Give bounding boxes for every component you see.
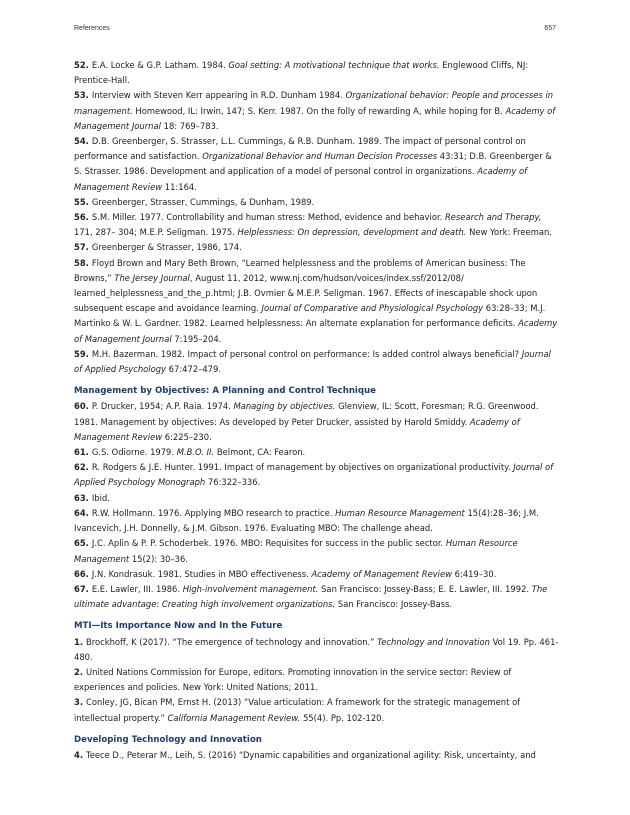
- reference-number: 1.: [74, 636, 84, 647]
- reference-entry: [74, 256, 560, 347]
- reference-text: R.W. Hollmann. 1976. Applying MBO research to practice.: [91, 507, 336, 518]
- reference-title-italic: M.B.O. II.: [176, 447, 215, 458]
- reference-text: 7:195–204.: [171, 333, 222, 344]
- reference-text: Englewood Cliffs, NJ: Prentice-Hall.: [74, 60, 529, 86]
- reference-text: J.C. Aplin & P. P. Schoderbek. 1976. MBO: Requisites for success in the public sector.: [91, 538, 446, 549]
- reference-entry: [74, 134, 560, 195]
- reference-text: E.E. Lawler, III. 1986.: [91, 583, 183, 594]
- reference-text: P. Drucker, 1954; A.P. Raia. 1974.: [91, 401, 234, 412]
- section-heading: MTI—Its Importance Now and In the Future: [74, 621, 283, 632]
- reference-entry: [74, 536, 560, 566]
- reference-title-italic: Organizational Behavior and Human Decision Processes: [202, 151, 438, 162]
- reference-entry: [74, 195, 560, 210]
- reference-number: 60.: [74, 401, 89, 412]
- reference-title-italic: Academy of Management Review: [74, 416, 520, 442]
- running-header: References: [74, 25, 110, 32]
- reference-text: 171, 287– 304; M.E.P. Seligman. 1975.: [74, 227, 238, 238]
- reference-text: Ibid.: [91, 492, 110, 503]
- reference-text: 43:31; D.B. Greenberger & S. Strasser. 1986. Development and application of a model of personal control in organizations.: [74, 151, 552, 177]
- reference-entry: [74, 347, 560, 377]
- reference-list: [74, 58, 560, 763]
- reference-number: 64.: [74, 507, 89, 518]
- reference-title-italic: Academy of Management Journal: [74, 105, 556, 131]
- reference-title-italic: Organizational behavior: People and processes in management.: [74, 90, 554, 116]
- reference-title-italic: The ultimate advantage: Creating high involvement organizations.: [74, 583, 548, 610]
- reference-entry: [74, 88, 560, 134]
- reference-text: Greenberger, Strasser, Cummings, & Dunham, 1989.: [91, 196, 315, 207]
- reference-title-italic: Journal of Applied Psychology Monograph: [74, 462, 554, 488]
- reference-entry: [74, 445, 560, 460]
- reference-text: M.H. Bazerman. 1982. Impact of personal control on performance: Is added control always beneficial?: [91, 348, 522, 359]
- reference-title-italic: Academy of Management Journal: [74, 318, 558, 344]
- reference-entry: [74, 695, 560, 725]
- reference-number: 56.: [74, 212, 89, 223]
- reference-title-italic: The Jersey Journal: [114, 272, 190, 283]
- reference-text: New York: Freeman.: [466, 227, 552, 238]
- reference-title-italic: Human Resource Management: [335, 507, 465, 518]
- reference-entry: [74, 665, 560, 695]
- reference-text: Interview with Steven Kerr appearing in R.D. Dunham 1984.: [91, 90, 346, 101]
- reference-text: 6:419–30.: [452, 568, 497, 579]
- reference-text: G.S. Odiorne. 1979.: [91, 447, 177, 458]
- reference-number: 2.: [74, 666, 84, 677]
- reference-title-italic: Helplessness: On depression, development and death.: [237, 227, 467, 238]
- reference-text: 15(4):28–36; J.M. Ivancevich, J.H. Donnelly, & J.M. Gibson. 1976. Evaluating MBO: The challenge ahead.: [74, 507, 539, 534]
- reference-entry: [74, 582, 560, 612]
- reference-entry: [74, 635, 560, 665]
- reference-number: 59.: [74, 348, 89, 359]
- reference-number: 55.: [74, 196, 89, 207]
- reference-title-italic: Journal of Comparative and Physiological Psychology: [261, 303, 484, 314]
- reference-text: Glenview, IL: Scott, Foresman; R.G. Greenwood. 1981. Management by objectives: As developed by Peter Drucker, assisted by Harold Smiddy.: [74, 401, 539, 427]
- reference-number: 65.: [74, 538, 89, 549]
- reference-text: 11:164.: [162, 181, 197, 192]
- reference-text: 15(2): 30–36.: [129, 553, 189, 564]
- reference-title-italic: Managing by objectives.: [233, 401, 336, 412]
- reference-number: 62.: [74, 462, 89, 473]
- reference-text: D.B. Greenberger, S. Strasser, L.L. Cummings, & R.B. Dunham. 1989. The impact of personal control on performance and satisfaction.: [74, 136, 526, 162]
- reference-entry: [74, 506, 560, 536]
- reference-number: 4.: [74, 749, 84, 760]
- reference-title-italic: High-involvement management.: [182, 583, 319, 594]
- reference-text: 67:472–479.: [166, 364, 221, 375]
- reference-title-italic: Journal of Applied Psychology: [74, 348, 551, 375]
- reference-number: 61.: [74, 447, 89, 458]
- reference-entry: [74, 460, 560, 490]
- reference-title-italic: California Management Review.: [167, 712, 301, 723]
- reference-entry: [74, 58, 560, 88]
- reference-number: 3.: [74, 697, 84, 708]
- reference-title-italic: Human Resource Management: [74, 538, 518, 564]
- reference-text: Homewood, IL: Irwin, 147; S. Kerr. 1987. On the folly of rewarding A, while hoping for B.: [132, 105, 506, 116]
- reference-number: 67.: [74, 583, 89, 594]
- reference-text: Belmont, CA: Fearon.: [214, 447, 306, 458]
- reference-number: 63.: [74, 492, 89, 503]
- reference-text: San Francisco: Jossey-Bass.: [335, 599, 453, 610]
- reference-text: United Nations Commission for Europe, editors. Promoting innovation in the service sector: Review of experiences and policies. New York: United Nations; 2011.: [74, 666, 512, 693]
- reference-entry: [74, 240, 560, 255]
- reference-text: E.A. Locke & G.P. Latham. 1984.: [91, 60, 229, 70]
- reference-entry: [74, 399, 560, 445]
- reference-text: R. Rodgers & J.E. Hunter. 1991. Impact of management by objectives on organizational productivity.: [91, 462, 514, 473]
- reference-entry: [74, 210, 560, 240]
- reference-title-italic: Academy of Management Review: [311, 568, 453, 579]
- reference-text: Teece D., Peterar M., Leih, S. (2016) “Dynamic capabilities and organizational agility: Risk, uncertainty, and: [86, 749, 536, 760]
- reference-text: 18: 769–783.: [160, 120, 219, 131]
- reference-number: 53.: [74, 90, 89, 101]
- reference-title-italic: Technology and Innovation: [377, 636, 490, 647]
- reference-text: Greenberger & Strasser, 1986, 174.: [91, 242, 242, 253]
- reference-entry: [74, 491, 560, 506]
- reference-text: 76:322–336.: [205, 477, 261, 488]
- reference-text: Vol 19. Pp. 461-480.: [74, 636, 559, 662]
- reference-title-italic: Academy of Management Review: [74, 166, 528, 192]
- reference-title-italic: Goal setting: A motivational technique that works.: [228, 60, 440, 70]
- reference-number: 57.: [74, 242, 89, 253]
- section-heading: Developing Technology and Innovation: [74, 734, 262, 745]
- reference-entry: [74, 748, 560, 763]
- reference-number: 58.: [74, 257, 89, 268]
- reference-text: 6:225–230.: [162, 431, 212, 442]
- reference-text: S.M. Miller. 1977. Controllability and human stress: Method, evidence and behavior.: [91, 212, 445, 223]
- reference-text: 55(4). Pp. 102-120.: [300, 712, 385, 723]
- reference-text: , August 11, 2012, www.nj.com/hudson/voices/index.ssf/2012/08/ learned_helplessness_and_the_p.html; J.B. Ovmier & M.E.P. Seligman. 1967. Effects of inescapable shock upon subsequent escape and avoidance learning.: [74, 272, 538, 314]
- reference-text: Brockhoff, K (2017). “The emergence of technology and innovation.”: [86, 636, 378, 647]
- reference-title-italic: Research and Therapy,: [444, 212, 542, 223]
- reference-text: San Francisco: Jossey-Bass; E. E. Lawler, III. 1992.: [318, 583, 532, 594]
- reference-text: Floyd Brown and Mary Beth Brown, “Learned helplessness and the problems of American business: The Browns,”: [74, 257, 526, 283]
- reference-entry: [74, 567, 560, 582]
- section-heading: Management by Objectives: A Planning and Control Technique: [74, 386, 376, 397]
- reference-text: 63:28–33; M.J. Martinko & W. L. Gardner. 1982. Learned helplessness: An alternate explanation for performance deficits.: [74, 303, 546, 329]
- reference-number: 54.: [74, 136, 89, 147]
- reference-number: 52.: [74, 60, 89, 70]
- page-number: 657: [544, 25, 556, 32]
- reference-number: 66.: [74, 568, 89, 579]
- reference-text: Conley, JG, Bican PM, Ernst H. (2013) “Value articulation: A framework for the strategic management of intellectual property.”: [74, 697, 521, 723]
- reference-text: J.N. Kondrasuk. 1981. Studies in MBO effectiveness.: [91, 568, 312, 579]
